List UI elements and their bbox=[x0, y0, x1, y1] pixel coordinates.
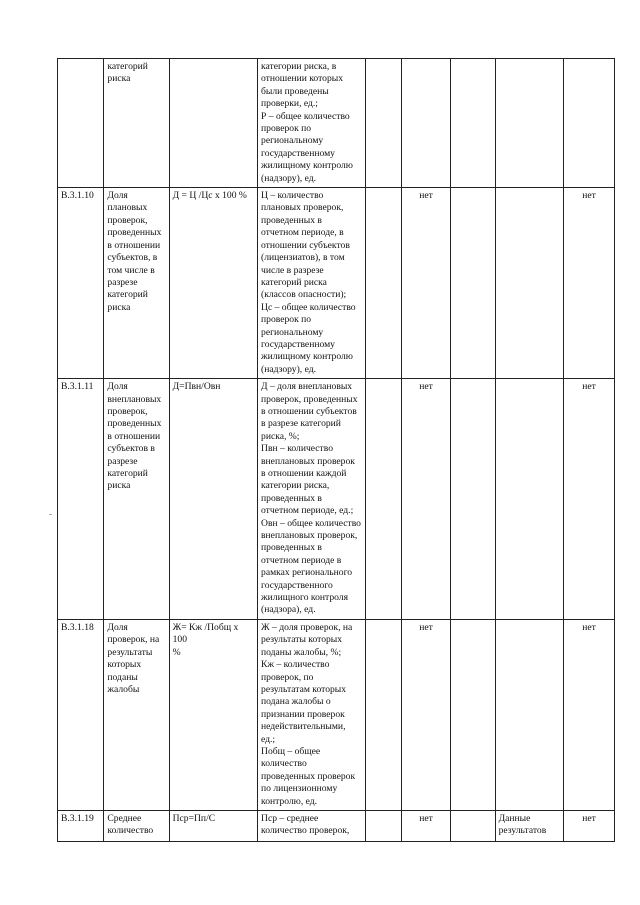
indicator-description: Пср – среднее количество проверок, bbox=[258, 810, 366, 841]
empty-cell bbox=[366, 188, 401, 379]
empty-cell bbox=[366, 379, 401, 620]
empty-cell bbox=[451, 619, 495, 810]
indicator-name: Доля плановых проверок, проведенных в отношении субъектов, в том числе в разрезе категорий риска bbox=[104, 188, 169, 379]
empty-cell bbox=[451, 59, 495, 188]
indicator-code: В.3.1.18 bbox=[58, 619, 104, 810]
indicators-table bbox=[57, 58, 615, 842]
scan-mark bbox=[49, 514, 52, 515]
indicator-value-2: нет bbox=[564, 619, 615, 810]
indicator-value: нет bbox=[401, 619, 451, 810]
table-row bbox=[58, 59, 615, 188]
indicator-value-2: нет bbox=[564, 188, 615, 379]
table-row bbox=[58, 379, 615, 620]
indicator-description: Д – доля внеплановых проверок, проведенных в отношении субъектов в разрезе категорий риска, %; Пвн – количество внеплановых проверок в отношении каждой категории риска, проведенных в отчетном периоде, ед.; Овн – общее количество внеплановых проверок, проведенных в отчетном периоде в рамках регионального государственного жилищного контроля (надзора), ед. bbox=[258, 379, 366, 620]
indicator-value bbox=[401, 59, 451, 188]
table-row bbox=[58, 810, 615, 841]
indicator-value-2: нет bbox=[564, 810, 615, 841]
indicator-formula bbox=[169, 59, 257, 188]
indicator-value-2 bbox=[564, 59, 615, 188]
indicator-value: нет bbox=[401, 188, 451, 379]
indicator-description: Ц – количество плановых проверок, проведенных в отчетном периоде, в отношении субъектов (лицензиатов), в том числе в разрезе категорий риска (классов опасности); Цс – общее количество проверок по региональному государственному жилищному контролю (надзору), ед. bbox=[258, 188, 366, 379]
indicator-source bbox=[495, 188, 564, 379]
table-row bbox=[58, 188, 615, 379]
empty-cell bbox=[366, 619, 401, 810]
indicator-value: нет bbox=[401, 379, 451, 620]
indicator-formula: Ж= Кж /Побщ х 100 % bbox=[169, 619, 257, 810]
indicator-description: категории риска, в отношении которых были проведены проверки, ед.; Р – общее количество проверок по региональному государственному жилищному контролю (надзору), ед. bbox=[258, 59, 366, 188]
indicator-formula: Пср=Пп/С bbox=[169, 810, 257, 841]
indicator-name: Среднее количество bbox=[104, 810, 169, 841]
empty-cell bbox=[366, 810, 401, 841]
indicator-name: категорий риска bbox=[104, 59, 169, 188]
indicator-source bbox=[495, 619, 564, 810]
empty-cell bbox=[366, 59, 401, 188]
empty-cell bbox=[451, 188, 495, 379]
table-row bbox=[58, 619, 615, 810]
indicator-formula: Д = Ц /Цс х 100 % bbox=[169, 188, 257, 379]
indicator-description: Ж – доля проверок, на результаты которых поданы жалобы, %; Кж – количество проверок, по результатам которых подана жалобы о признании проверок недействительными, ед.; Побщ – общее количество проведенных проверок по лицензионному контролю, ед. bbox=[258, 619, 366, 810]
indicator-code: В.3.1.11 bbox=[58, 379, 104, 620]
indicator-value: нет bbox=[401, 810, 451, 841]
indicator-value-2: нет bbox=[564, 379, 615, 620]
indicator-name: Доля внеплановых проверок, проведенных в отношении субъектов в разрезе категорий риска bbox=[104, 379, 169, 620]
indicator-formula: Д=Пвн/Овн bbox=[169, 379, 257, 620]
indicator-code: В.3.1.19 bbox=[58, 810, 104, 841]
empty-cell bbox=[451, 379, 495, 620]
empty-cell bbox=[451, 810, 495, 841]
indicator-source: Данные результатов bbox=[495, 810, 564, 841]
indicator-source bbox=[495, 59, 564, 188]
indicator-name: Доля проверок, на результаты которых поданы жалобы bbox=[104, 619, 169, 810]
indicator-code: В.3.1.10 bbox=[58, 188, 104, 379]
indicator-source bbox=[495, 379, 564, 620]
indicator-code bbox=[58, 59, 104, 188]
